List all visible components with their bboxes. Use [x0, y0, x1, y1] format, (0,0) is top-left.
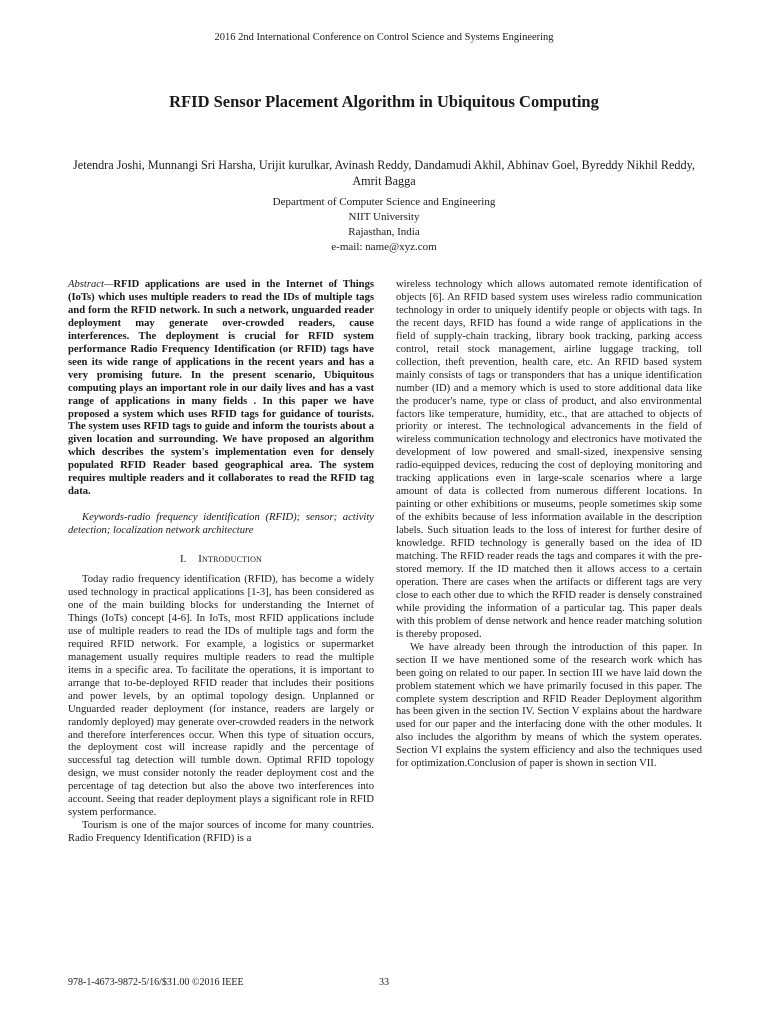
left-column: [68, 279, 374, 846]
paper-title: RFID Sensor Placement Algorithm in Ubiquitous Computing: [169, 92, 599, 111]
section-number: I.: [179, 553, 187, 566]
body-paragraph: wireless technology which allows automated remote identification of objects [6]. An RFID based system uses wireless radio communication technology in order to uniquely identify people or objects with tags. In the recent days, RFID has found a wide range of applications in the field of supply-chain tracking, library book tracking, parking access control, retail stock management, airline luggage tracking, toll collection, theft prevention, health care, etc. An RFID based system mainly consists of tags or transponders that has a unique identification number (ID) and a memory which is used to store additional data like the producer's name, type or class of product, and also environmental factors like temperature, humidity, etc., that are attached to objects of priority or interest. The technological advancements in the field of wireless communication technology and electronics have motivated the development of low powered and small-sized, inexpensive sensing radio-equipped devices, reducing the cost of deploying monitoring and tracking applications even in large-scale scenarios where a large amount of data is collected from numerous different locations. In painting or other exhibitions or museums, people sometimes skip some of the exhibits because of less information available in the description labels. Such situation leads to the loss of interest for further desire of knowledge. RFID technology is generally based on the idea of ID matching. The RFID reader reads the tags and compares it with the pre-stored memory. If the ID matched then it allows access to a certain operation. There are cases when the artifacts or different tags are very close to each other due to which the RFID reader is densely constrained while providing the information of a particular tag. This paper deals with this problem of dense network and hence reader matching solution is thereby proposed.: [396, 279, 702, 640]
intro-paragraph: Tourism is one of the major sources of income for many countries. Radio Frequency Identification (RFID) is a: [68, 820, 374, 845]
affiliation-university: NIIT University: [348, 211, 420, 223]
abstract-label: Abstract—: [68, 279, 114, 290]
copyright-notice: 978-1-4673-9872-5/16/$31.00 ©2016 IEEE: [68, 977, 244, 988]
conference-header: 2016 2nd International Conference on Control Science and Systems Engineering: [214, 32, 554, 43]
affiliation-location: Rajasthan, India: [348, 226, 420, 238]
author-list: Jetendra Joshi, Munnangi Sri Harsha, Urijit kurulkar, Avinash Reddy, Dandamudi Akhil, Abhinav Goel, Byreddy Nikhil Reddy, Amrit Bagga: [73, 158, 695, 188]
abstract-text: RFID applications are used in the Internet of Things (IoTs) which uses multiple readers to read the IDs of multiple tags and form the RFID network. In such a network, unguarded reader deployment may generate over-crowded readers, cause interferences. The deployment is crucial for RFID system performance Radio Frequency Identification (or RFID) tags have seen its wide range of applications in the recent years and has a very promising future. In the present scenario, Ubiquitous computing plays an important role in our daily lives and has a vast range of applications in many fields . In this paper we have proposed a system which uses RFID tags for guidance of tourists. The system uses RFID tags to guide and inform the tourists about a given location and surrounding. We have proposed an algorithm which describes the system's implementation even for densely populated RFID Reader based geographical area. The system requires multiple readers and it collaborates to read the RFID tag data.: [68, 279, 374, 498]
keywords: Keywords-radio frequency identification (RFID); sensor; activity detection; localization network architecture: [68, 512, 374, 537]
intro-paragraph: Today radio frequency identification (RFID), has become a widely used technology in practical applications [1-3], has been considered as one of the main building blocks for understanding the Internet of Things (IoTs) concept [4-6]. In IoTs, most RFID applications include use of multiple readers to read the IDs of multiple tags and form the required RFID network. For example, a logistics or supermarket management usually requires multiple readers to read the multiple items in a specific area. To facilitate the operations, it is important to arrange that to-be-deployed RFID reader that includes their positions and power levels, by an optimal topology design. Unplanned or Unguarded reader deployment (for instance, readers are largely or randomly deployed) may generate over-crowded readers in the network and therefore interferences occur. When this type of situation occurs, the deployment cost will increase rapidly and the percentage of successful tag detection will tumble down. Optimal RFID topology design, we must consider notonly the reader deployment cost and the percentage of tag detection but also the above two interferences into account. Seeing that reader deployment plays a significant role in RFID system performance.: [68, 574, 374, 819]
section-title: Introduction: [198, 553, 263, 566]
abstract: [68, 279, 374, 499]
right-column: [396, 279, 702, 771]
body-paragraph: We have already been through the introduction of this paper. In section II we have mentioned some of the research work which has been going on related to our paper. In section III we have laid down the problem statement which we have primarily focused in this paper. The complete system description and RFID Reader Deployment algorithm has been given in the section IV. Section V explains about the hardware used for our paper and the interfacing done with the other modules. It also includes the algorithm by means of which the system operates. Section VI explains the system efficiency and also the techniques used for optimization.Conclusion of paper is shown in section VII.: [396, 641, 702, 770]
affiliation-block: [0, 195, 768, 255]
section-heading-introduction: [68, 553, 374, 566]
affiliation-email: e-mail: name@xyz.com: [331, 241, 437, 253]
affiliation-department: Department of Computer Science and Engineering: [272, 196, 496, 208]
page-number: 33: [379, 977, 389, 988]
